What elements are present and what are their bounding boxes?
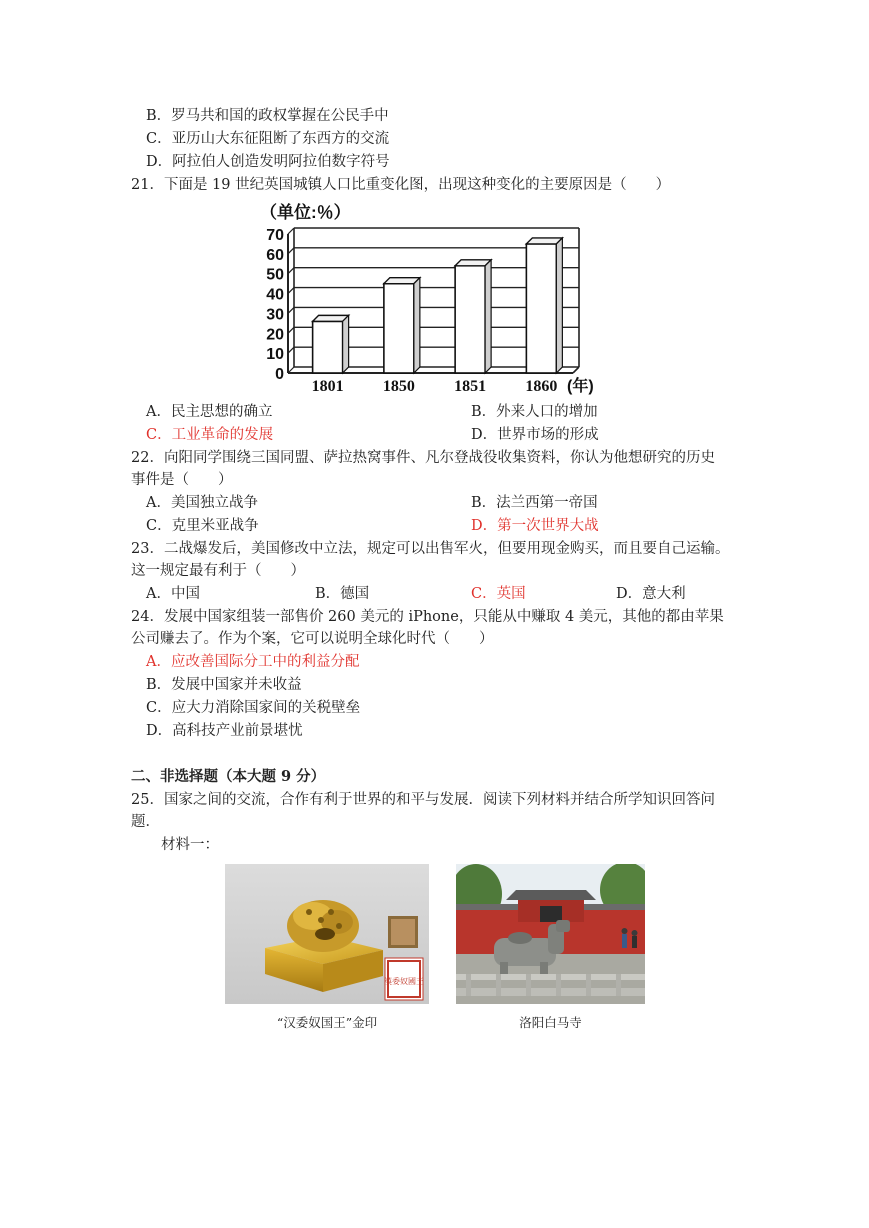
white-horse-temple-caption: 洛阳白马寺 <box>519 1015 582 1030</box>
q23-option-b: B．德国 <box>315 586 370 602</box>
bar <box>384 284 414 373</box>
white-horse-temple-image <box>456 864 645 1004</box>
q22-option-b: B．法兰西第一帝国 <box>471 495 598 511</box>
gridline-depth <box>288 228 294 234</box>
x-axis-depth <box>573 367 579 373</box>
y-tick-label: 30 <box>266 306 284 324</box>
gold-seal-image <box>225 864 429 1004</box>
x-tick-label: 1860 <box>525 378 558 395</box>
q23-option-c: C．英国 <box>471 586 526 602</box>
x-tick-label: 1850 <box>382 378 415 395</box>
q24-option-c: C．应大力消除国家间的关税壁垒 <box>146 700 361 716</box>
y-tick-label: 40 <box>266 286 284 304</box>
y-tick-label: 0 <box>275 366 284 383</box>
q24-option-d: D．高科技产业前景堪忧 <box>146 723 303 739</box>
section-heading: 二、非选择题（本大题 9 分） <box>131 768 326 785</box>
q22-option-c: C．克里米亚战争 <box>146 518 259 534</box>
y-tick-label: 60 <box>266 246 284 264</box>
bar <box>526 244 556 373</box>
bar <box>455 266 485 373</box>
bar-side <box>343 315 349 373</box>
x-tick-label: 1851 <box>454 378 487 395</box>
urban-population-chart <box>258 198 598 398</box>
q23-stem-line2: 这一规定最有利于（ ） <box>131 563 305 579</box>
bar-side <box>485 260 491 373</box>
q22-stem-line2: 事件是（ ） <box>131 472 233 488</box>
y-tick-label: 50 <box>266 266 284 284</box>
q24-stem-line1: 24．发展中国家组装一部售价 260 美元的 iPhone，只能从中赚取 4 美元，其他的都由苹果 <box>131 609 724 625</box>
q22-option-d: D．第一次世界大战 <box>471 518 599 534</box>
q22-stem-line1: 22．向阳同学围绕三国同盟、萨拉热窝事件、凡尔登战役收集资料，你认为他想研究的历史 <box>131 450 715 466</box>
svg-text:漢委奴國王: 漢委奴國王 <box>384 977 424 986</box>
x-axis-unit: (年) <box>567 378 594 395</box>
q21-option-c: C．工业革命的发展 <box>146 427 274 443</box>
q22-option-a: A．美国独立战争 <box>146 495 258 511</box>
q25-stem-line1: 25．国家之间的交流，合作有利于世界的和平与发展．阅读下列材料并结合所学知识回答问 <box>131 792 715 808</box>
q20-option-b: B．罗马共和国的政权掌握在公民手中 <box>146 108 389 124</box>
y-tick-label: 20 <box>266 326 284 344</box>
q24-option-b: B．发展中国家并未收益 <box>146 677 302 693</box>
q24-stem-line2: 公司赚去了。作为个案，它可以说明全球化时代（ ） <box>131 631 494 647</box>
bar-side <box>556 238 562 373</box>
q20-option-d: D．阿拉伯人创造发明阿拉伯数字符号 <box>146 154 390 170</box>
gold-seal-caption: “汉委奴国王”金印 <box>276 1015 378 1030</box>
y-tick-label: 10 <box>266 346 284 364</box>
q23-stem-line1: 23．二战爆发后，美国修改中立法，规定可以出售军火，但要用现金购买，而且要自己运输。 <box>131 541 730 557</box>
q23-option-a: A．中国 <box>146 586 200 602</box>
chart-svg <box>258 198 598 398</box>
y-tick-label: 70 <box>266 227 284 244</box>
bar <box>313 321 343 373</box>
material-one-label: 材料一： <box>161 837 219 853</box>
q21-option-d: D．世界市场的形成 <box>471 427 599 443</box>
q21-stem: 21．下面是 19 世纪英国城镇人口比重变化图，出现这种变化的主要原因是（ ） <box>131 177 671 193</box>
bar-side <box>414 278 420 373</box>
q20-option-c: C．亚历山大东征阻断了东西方的交流 <box>146 131 390 147</box>
q21-option-a: A．民主思想的确立 <box>146 404 273 420</box>
q25-stem-line2: 题． <box>131 814 160 830</box>
x-tick-label: 1801 <box>311 378 344 395</box>
q23-option-d: D．意大利 <box>616 586 686 602</box>
q24-option-a: A．应改善国际分工中的利益分配 <box>146 654 360 670</box>
q21-option-b: B．外来人口的增加 <box>471 404 598 420</box>
chart-title: （单位:％） <box>260 203 351 222</box>
